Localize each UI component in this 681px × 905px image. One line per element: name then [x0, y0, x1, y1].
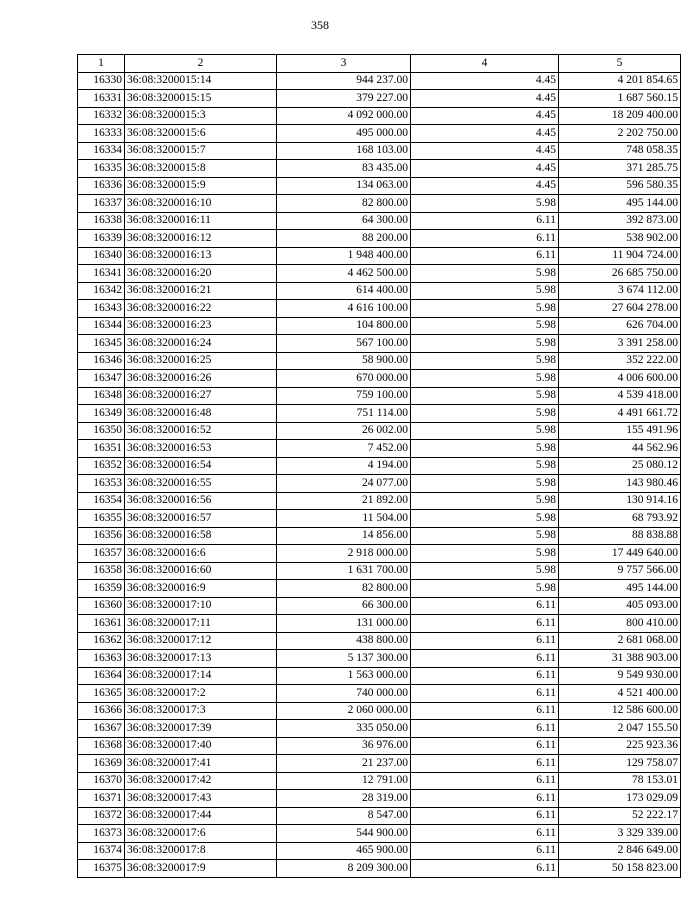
- cadastral-number-cell: 36:08:3200016:25: [125, 352, 277, 370]
- cadastral-number-cell: 36:08:3200016:21: [125, 282, 277, 300]
- table-row: [78, 772, 681, 790]
- table-row: [78, 457, 681, 475]
- table-row: [78, 755, 681, 773]
- rate-cell: 4.45: [411, 90, 559, 108]
- total-cell: 596 580.35: [559, 177, 681, 195]
- table-row: [78, 440, 681, 458]
- rate-cell: 5.98: [411, 527, 559, 545]
- table-row: [78, 737, 681, 755]
- total-cell: 4 539 418.00: [559, 387, 681, 405]
- row-number-cell: 16374: [78, 842, 125, 860]
- cadastral-number-cell: 36:08:3200017:42: [125, 772, 277, 790]
- table-row: [78, 352, 681, 370]
- table-row: [78, 370, 681, 388]
- value-cell: 759 100.00: [277, 387, 411, 405]
- value-cell: 5 137 300.00: [277, 650, 411, 668]
- row-number-cell: 16331: [78, 90, 125, 108]
- value-cell: 104 800.00: [277, 317, 411, 335]
- table-row: [78, 842, 681, 860]
- total-cell: 495 144.00: [559, 195, 681, 213]
- row-number-cell: 16346: [78, 352, 125, 370]
- table-row: [78, 510, 681, 528]
- table-row: [78, 807, 681, 825]
- cadastral-number-cell: 36:08:3200016:27: [125, 387, 277, 405]
- row-number-cell: 16361: [78, 615, 125, 633]
- table-row: [78, 335, 681, 353]
- table-row: [78, 825, 681, 843]
- cadastral-number-cell: 36:08:3200017:43: [125, 790, 277, 808]
- total-cell: 88 838.88: [559, 527, 681, 545]
- table-body: [78, 72, 681, 877]
- value-cell: 2 918 000.00: [277, 545, 411, 563]
- rate-cell: 5.98: [411, 282, 559, 300]
- total-cell: 538 902.00: [559, 230, 681, 248]
- row-number-cell: 16334: [78, 142, 125, 160]
- rate-cell: 5.98: [411, 457, 559, 475]
- value-cell: 1 563 000.00: [277, 667, 411, 685]
- row-number-cell: 16348: [78, 387, 125, 405]
- table-row: [78, 580, 681, 598]
- row-number-cell: 16362: [78, 632, 125, 650]
- rate-cell: 5.98: [411, 510, 559, 528]
- row-number-cell: 16366: [78, 702, 125, 720]
- table-row: [78, 195, 681, 213]
- rate-cell: 5.98: [411, 405, 559, 423]
- rate-cell: 6.11: [411, 842, 559, 860]
- rate-cell: 4.45: [411, 142, 559, 160]
- row-number-cell: 16352: [78, 457, 125, 475]
- value-cell: 14 856.00: [277, 527, 411, 545]
- value-cell: 670 000.00: [277, 370, 411, 388]
- row-number-cell: 16330: [78, 72, 125, 90]
- row-number-cell: 16368: [78, 737, 125, 755]
- cadastral-number-cell: 36:08:3200015:15: [125, 90, 277, 108]
- total-cell: 11 904 724.00: [559, 247, 681, 265]
- cadastral-number-cell: 36:08:3200016:12: [125, 230, 277, 248]
- total-cell: 18 209 400.00: [559, 107, 681, 125]
- rate-cell: 5.98: [411, 335, 559, 353]
- value-cell: 944 237.00: [277, 72, 411, 90]
- total-cell: 352 222.00: [559, 352, 681, 370]
- table-row: [78, 667, 681, 685]
- table-row: [78, 160, 681, 178]
- value-cell: 567 100.00: [277, 335, 411, 353]
- row-number-cell: 16345: [78, 335, 125, 353]
- total-cell: 748 058.35: [559, 142, 681, 160]
- total-cell: 2 047 155.50: [559, 720, 681, 738]
- total-cell: 68 793.92: [559, 510, 681, 528]
- row-number-cell: 16349: [78, 405, 125, 423]
- total-cell: 2 681 068.00: [559, 632, 681, 650]
- total-cell: 495 144.00: [559, 580, 681, 598]
- value-cell: 544 900.00: [277, 825, 411, 843]
- cadastral-number-cell: 36:08:3200017:6: [125, 825, 277, 843]
- table-row: [78, 790, 681, 808]
- rate-cell: 5.98: [411, 492, 559, 510]
- row-number-cell: 16332: [78, 107, 125, 125]
- total-cell: 44 562.96: [559, 440, 681, 458]
- total-cell: 155 491.96: [559, 422, 681, 440]
- value-cell: 58 900.00: [277, 352, 411, 370]
- row-number-cell: 16339: [78, 230, 125, 248]
- table-row: [78, 107, 681, 125]
- row-number-cell: 16350: [78, 422, 125, 440]
- table-header-row: [78, 55, 681, 73]
- table-row: [78, 282, 681, 300]
- table-row: [78, 545, 681, 563]
- cadastral-number-cell: 36:08:3200017:11: [125, 615, 277, 633]
- cadastral-number-cell: 36:08:3200016:52: [125, 422, 277, 440]
- total-cell: 9 549 930.00: [559, 667, 681, 685]
- table-row: [78, 405, 681, 423]
- value-cell: 8 209 300.00: [277, 860, 411, 878]
- table-row: [78, 720, 681, 738]
- value-cell: 131 000.00: [277, 615, 411, 633]
- total-cell: 4 006 600.00: [559, 370, 681, 388]
- value-cell: 614 400.00: [277, 282, 411, 300]
- rate-cell: 5.98: [411, 370, 559, 388]
- table-row: [78, 527, 681, 545]
- cadastral-number-cell: 36:08:3200016:53: [125, 440, 277, 458]
- total-cell: 392 873.00: [559, 212, 681, 230]
- rate-cell: 6.11: [411, 755, 559, 773]
- total-cell: 129 758.07: [559, 755, 681, 773]
- cadastral-number-cell: 36:08:3200016:24: [125, 335, 277, 353]
- rate-cell: 6.11: [411, 247, 559, 265]
- total-cell: 52 222.17: [559, 807, 681, 825]
- total-cell: 143 980.46: [559, 475, 681, 493]
- total-cell: 4 491 661.72: [559, 405, 681, 423]
- rate-cell: 6.11: [411, 737, 559, 755]
- total-cell: 3 674 112.00: [559, 282, 681, 300]
- row-number-cell: 16370: [78, 772, 125, 790]
- table-row: [78, 702, 681, 720]
- rate-cell: 4.45: [411, 107, 559, 125]
- cadastral-number-cell: 36:08:3200017:39: [125, 720, 277, 738]
- value-cell: 26 002.00: [277, 422, 411, 440]
- rate-cell: 4.45: [411, 160, 559, 178]
- value-cell: 21 237.00: [277, 755, 411, 773]
- cadastral-number-cell: 36:08:3200017:9: [125, 860, 277, 878]
- cadastral-number-cell: 36:08:3200015:8: [125, 160, 277, 178]
- cadastral-number-cell: 36:08:3200017:13: [125, 650, 277, 668]
- row-number-cell: 16372: [78, 807, 125, 825]
- rate-cell: 4.45: [411, 125, 559, 143]
- cadastral-number-cell: 36:08:3200015:3: [125, 107, 277, 125]
- rate-cell: 6.11: [411, 615, 559, 633]
- total-cell: 3 329 339.00: [559, 825, 681, 843]
- column-header-1: 1: [78, 55, 125, 73]
- row-number-cell: 16336: [78, 177, 125, 195]
- cadastral-number-cell: 36:08:3200017:40: [125, 737, 277, 755]
- rate-cell: 6.11: [411, 667, 559, 685]
- cadastral-number-cell: 36:08:3200017:8: [125, 842, 277, 860]
- rate-cell: 5.98: [411, 580, 559, 598]
- total-cell: 25 080.12: [559, 457, 681, 475]
- row-number-cell: 16351: [78, 440, 125, 458]
- rate-cell: 5.98: [411, 352, 559, 370]
- total-cell: 130 914.16: [559, 492, 681, 510]
- value-cell: 740 000.00: [277, 685, 411, 703]
- cadastral-number-cell: 36:08:3200016:58: [125, 527, 277, 545]
- value-cell: 2 060 000.00: [277, 702, 411, 720]
- rate-cell: 5.98: [411, 195, 559, 213]
- rate-cell: 6.11: [411, 720, 559, 738]
- total-cell: 1 687 560.15: [559, 90, 681, 108]
- table-row: [78, 90, 681, 108]
- value-cell: 12 791.00: [277, 772, 411, 790]
- value-cell: 1 948 400.00: [277, 247, 411, 265]
- cadastral-number-cell: 36:08:3200017:14: [125, 667, 277, 685]
- cadastral-number-cell: 36:08:3200017:10: [125, 597, 277, 615]
- value-cell: 24 077.00: [277, 475, 411, 493]
- row-number-cell: 16342: [78, 282, 125, 300]
- total-cell: 3 391 258.00: [559, 335, 681, 353]
- rate-cell: 5.98: [411, 387, 559, 405]
- total-cell: 12 586 600.00: [559, 702, 681, 720]
- total-cell: 2 202 750.00: [559, 125, 681, 143]
- rate-cell: 6.11: [411, 597, 559, 615]
- value-cell: 465 900.00: [277, 842, 411, 860]
- value-cell: 82 800.00: [277, 195, 411, 213]
- total-cell: 78 153.01: [559, 772, 681, 790]
- rate-cell: 5.98: [411, 300, 559, 318]
- cadastral-number-cell: 36:08:3200016:26: [125, 370, 277, 388]
- value-cell: 168 103.00: [277, 142, 411, 160]
- row-number-cell: 16363: [78, 650, 125, 668]
- total-cell: 4 521 400.00: [559, 685, 681, 703]
- row-number-cell: 16354: [78, 492, 125, 510]
- value-cell: 495 000.00: [277, 125, 411, 143]
- table-row: [78, 492, 681, 510]
- value-cell: 335 050.00: [277, 720, 411, 738]
- row-number-cell: 16343: [78, 300, 125, 318]
- row-number-cell: 16360: [78, 597, 125, 615]
- rate-cell: 6.11: [411, 790, 559, 808]
- row-number-cell: 16347: [78, 370, 125, 388]
- total-cell: 626 704.00: [559, 317, 681, 335]
- total-cell: 2 846 649.00: [559, 842, 681, 860]
- column-header-3: 3: [277, 55, 411, 73]
- rate-cell: 4.45: [411, 177, 559, 195]
- rate-cell: 6.11: [411, 702, 559, 720]
- row-number-cell: 16340: [78, 247, 125, 265]
- row-number-cell: 16356: [78, 527, 125, 545]
- row-number-cell: 16353: [78, 475, 125, 493]
- cadastral-number-cell: 36:08:3200015:6: [125, 125, 277, 143]
- cadastral-number-cell: 36:08:3200016:11: [125, 212, 277, 230]
- table-row: [78, 247, 681, 265]
- value-cell: 66 300.00: [277, 597, 411, 615]
- row-number-cell: 16337: [78, 195, 125, 213]
- table-row: [78, 387, 681, 405]
- table-row: [78, 615, 681, 633]
- row-number-cell: 16371: [78, 790, 125, 808]
- value-cell: 379 227.00: [277, 90, 411, 108]
- total-cell: 17 449 640.00: [559, 545, 681, 563]
- column-header-5: 5: [559, 55, 681, 73]
- value-cell: 7 452.00: [277, 440, 411, 458]
- cadastral-number-cell: 36:08:3200016:57: [125, 510, 277, 528]
- row-number-cell: 16364: [78, 667, 125, 685]
- row-number-cell: 16357: [78, 545, 125, 563]
- total-cell: 26 685 750.00: [559, 265, 681, 283]
- row-number-cell: 16338: [78, 212, 125, 230]
- row-number-cell: 16358: [78, 562, 125, 580]
- rate-cell: 5.98: [411, 265, 559, 283]
- row-number-cell: 16367: [78, 720, 125, 738]
- value-cell: 438 800.00: [277, 632, 411, 650]
- value-cell: 751 114.00: [277, 405, 411, 423]
- rate-cell: 5.98: [411, 475, 559, 493]
- row-number-cell: 16359: [78, 580, 125, 598]
- rate-cell: 6.11: [411, 825, 559, 843]
- table-row: [78, 632, 681, 650]
- table-row: [78, 562, 681, 580]
- table-row: [78, 265, 681, 283]
- cadastral-number-cell: 36:08:3200016:10: [125, 195, 277, 213]
- value-cell: 82 800.00: [277, 580, 411, 598]
- row-number-cell: 16365: [78, 685, 125, 703]
- value-cell: 4 616 100.00: [277, 300, 411, 318]
- total-cell: 800 410.00: [559, 615, 681, 633]
- cadastral-number-cell: 36:08:3200015:9: [125, 177, 277, 195]
- cadastral-number-cell: 36:08:3200017:12: [125, 632, 277, 650]
- table-row: [78, 230, 681, 248]
- rate-cell: 6.11: [411, 807, 559, 825]
- value-cell: 1 631 700.00: [277, 562, 411, 580]
- cadastral-number-cell: 36:08:3200016:54: [125, 457, 277, 475]
- total-cell: 405 093.00: [559, 597, 681, 615]
- cadastral-number-cell: 36:08:3200016:9: [125, 580, 277, 598]
- value-cell: 36 976.00: [277, 737, 411, 755]
- rate-cell: 6.11: [411, 685, 559, 703]
- value-cell: 4 194.00: [277, 457, 411, 475]
- cadastral-number-cell: 36:08:3200016:56: [125, 492, 277, 510]
- rate-cell: 6.11: [411, 212, 559, 230]
- table-row: [78, 300, 681, 318]
- row-number-cell: 16369: [78, 755, 125, 773]
- table-row: [78, 860, 681, 878]
- total-cell: 173 029.09: [559, 790, 681, 808]
- value-cell: 134 063.00: [277, 177, 411, 195]
- rate-cell: 5.98: [411, 440, 559, 458]
- cadastral-number-cell: 36:08:3200017:44: [125, 807, 277, 825]
- value-cell: 64 300.00: [277, 212, 411, 230]
- total-cell: 9 757 566.00: [559, 562, 681, 580]
- cadastral-number-cell: 36:08:3200017:2: [125, 685, 277, 703]
- cadastral-number-cell: 36:08:3200015:14: [125, 72, 277, 90]
- total-cell: 50 158 823.00: [559, 860, 681, 878]
- table-row: [78, 317, 681, 335]
- table-row: [78, 212, 681, 230]
- cadastral-number-cell: 36:08:3200016:13: [125, 247, 277, 265]
- row-number-cell: 16341: [78, 265, 125, 283]
- row-number-cell: 16373: [78, 825, 125, 843]
- table-row: [78, 597, 681, 615]
- row-number-cell: 16333: [78, 125, 125, 143]
- value-cell: 4 462 500.00: [277, 265, 411, 283]
- cadastral-number-cell: 36:08:3200016:6: [125, 545, 277, 563]
- rate-cell: 5.98: [411, 422, 559, 440]
- total-cell: 27 604 278.00: [559, 300, 681, 318]
- cadastral-number-cell: 36:08:3200016:55: [125, 475, 277, 493]
- row-number-cell: 16375: [78, 860, 125, 878]
- cadastral-number-cell: 36:08:3200017:41: [125, 755, 277, 773]
- value-cell: 88 200.00: [277, 230, 411, 248]
- column-header-2: 2: [125, 55, 277, 73]
- value-cell: 83 435.00: [277, 160, 411, 178]
- value-cell: 8 547.00: [277, 807, 411, 825]
- row-number-cell: 16335: [78, 160, 125, 178]
- rate-cell: 6.11: [411, 650, 559, 668]
- total-cell: 4 201 854.65: [559, 72, 681, 90]
- rate-cell: 4.45: [411, 72, 559, 90]
- rate-cell: 6.11: [411, 860, 559, 878]
- total-cell: 225 923.36: [559, 737, 681, 755]
- table-row: [78, 142, 681, 160]
- row-number-cell: 16344: [78, 317, 125, 335]
- cadastral-number-cell: 36:08:3200016:60: [125, 562, 277, 580]
- total-cell: 31 388 903.00: [559, 650, 681, 668]
- value-cell: 28 319.00: [277, 790, 411, 808]
- column-header-4: 4: [411, 55, 559, 73]
- value-cell: 4 092 000.00: [277, 107, 411, 125]
- cadastral-number-cell: 36:08:3200016:23: [125, 317, 277, 335]
- table-row: [78, 125, 681, 143]
- rate-cell: 6.11: [411, 772, 559, 790]
- total-cell: 371 285.75: [559, 160, 681, 178]
- table-row: [78, 72, 681, 90]
- value-cell: 21 892.00: [277, 492, 411, 510]
- row-number-cell: 16355: [78, 510, 125, 528]
- page-number: 358: [311, 18, 329, 32]
- table-row: [78, 475, 681, 493]
- value-cell: 11 504.00: [277, 510, 411, 528]
- rate-cell: 6.11: [411, 230, 559, 248]
- rate-cell: 6.11: [411, 632, 559, 650]
- cadastral-number-cell: 36:08:3200016:22: [125, 300, 277, 318]
- table-row: [78, 650, 681, 668]
- cadastral-number-cell: 36:08:3200016:20: [125, 265, 277, 283]
- table-row: [78, 422, 681, 440]
- table-row: [78, 685, 681, 703]
- cadastral-number-cell: 36:08:3200017:3: [125, 702, 277, 720]
- cadastral-number-cell: 36:08:3200016:48: [125, 405, 277, 423]
- rate-cell: 5.98: [411, 562, 559, 580]
- rate-cell: 5.98: [411, 545, 559, 563]
- cadastral-number-cell: 36:08:3200015:7: [125, 142, 277, 160]
- rate-cell: 5.98: [411, 317, 559, 335]
- table-row: [78, 177, 681, 195]
- data-table: [77, 54, 681, 878]
